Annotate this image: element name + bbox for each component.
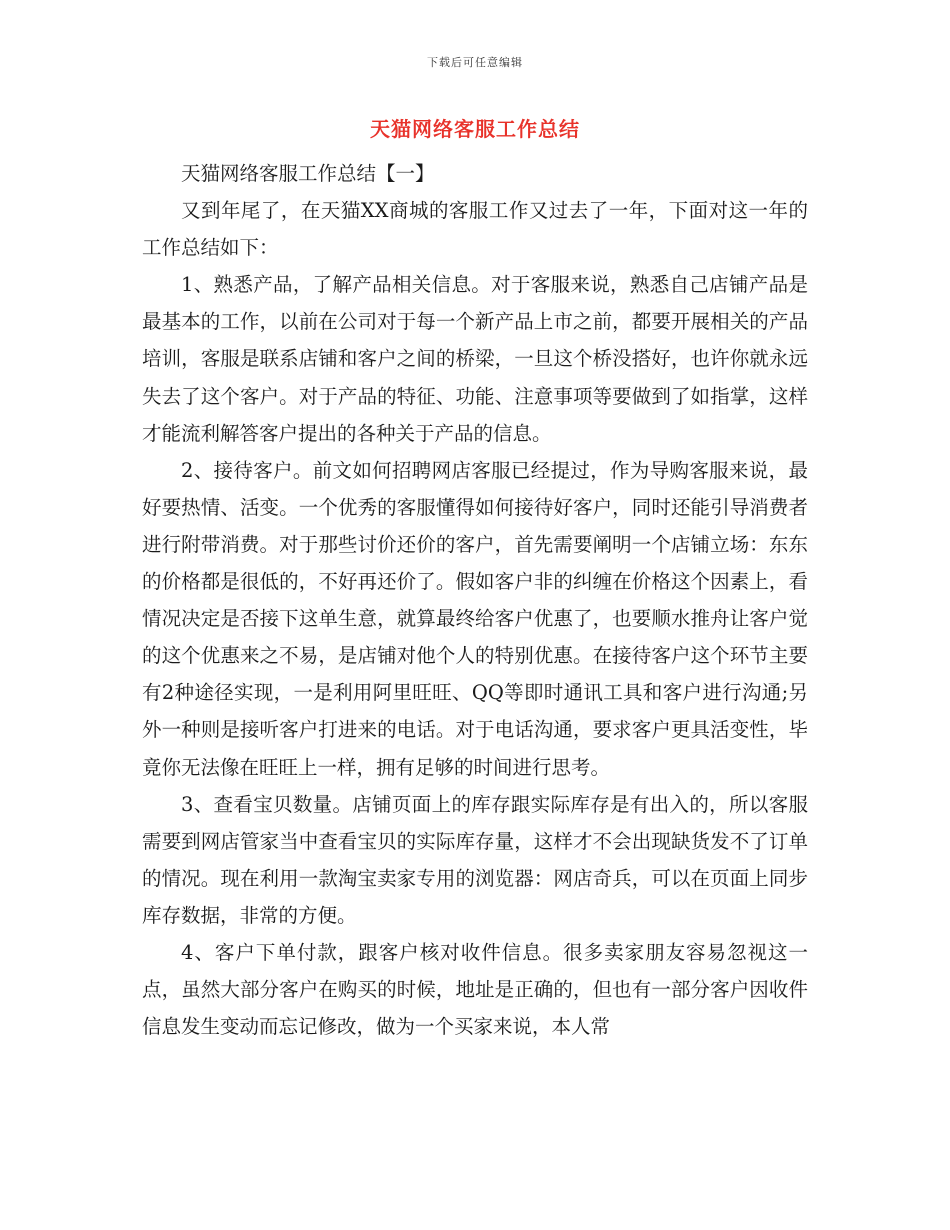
paragraph-item-3: 3、查看宝贝数量。店铺页面上的库存跟实际库存是有出入的，所以客服需要到网店管家当中查看宝贝的实际库存量，这样才不会出现缺货发不了订单的情况。现在利用一款淘宝卖家专用的浏览器：网店奇兵，可以在页面上同步库存数据，非常的方便。 [142, 792, 808, 927]
document-title: 天猫网络客服工作总结 [370, 117, 580, 141]
paragraph-item-4: 4、客户下单付款，跟客户核对收件信息。很多卖家朋友容易忽视这一点，虽然大部分客户在购买的时候，地址是正确的，但也有一部分客户因收件信息发生变动而忘记修改，做为一个买家来说，本人常 [142, 940, 808, 1039]
paragraph-item-2: 2、接待客户。前文如何招聘网店客服已经提过，作为导购客服来说，最好要热情、活变。一个优秀的客服懂得如何接待好客户，同时还能引导消费者进行附带消费。对于那些讨价还价的客户，首先需要阐明一个店铺立场：东东的价格都是很低的，不好再还价了。假如客户非的纠缠在价格这个因素上，看情况决定是否接下这单生意，就算最终给客户优惠了，也要顺水推舟让客户觉的这个优惠来之不易，是店铺对他个人的特别优惠。在接待客户这个环节主要有2种途径实现，一是利用阿里旺旺、QQ等即时通讯工具和客户进行沟通;另外一种则是接听客户打进来的电话。对于电话沟通，要求客户更具活变性，毕竟你无法像在旺旺上一样，拥有足够的时间进行思考。 [142, 458, 808, 779]
header-note: 下载后可任意编辑 [427, 56, 523, 69]
paragraph-item-1: 1、熟悉产品，了解产品相关信息。对于客服来说，熟悉自己店铺产品是最基本的工作，以前在公司对于每一个新产品上市之前，都要开展相关的产品培训，客服是联系店铺和客户之间的桥梁，一旦这个桥没搭好，也许你就永远失去了这个客户。对于产品的特征、功能、注意事项等要做到了如指掌，这样才能流利解答客户提出的各种关于产品的信息。 [142, 273, 808, 445]
section-heading: 天猫网络客服工作总结【一】 [181, 162, 435, 185]
paragraph-intro: 又到年尾了，在天猫XX商城的客服工作又过去了一年，下面对这一年的工作总结如下： [142, 199, 808, 260]
document-body [142, 155, 808, 1045]
